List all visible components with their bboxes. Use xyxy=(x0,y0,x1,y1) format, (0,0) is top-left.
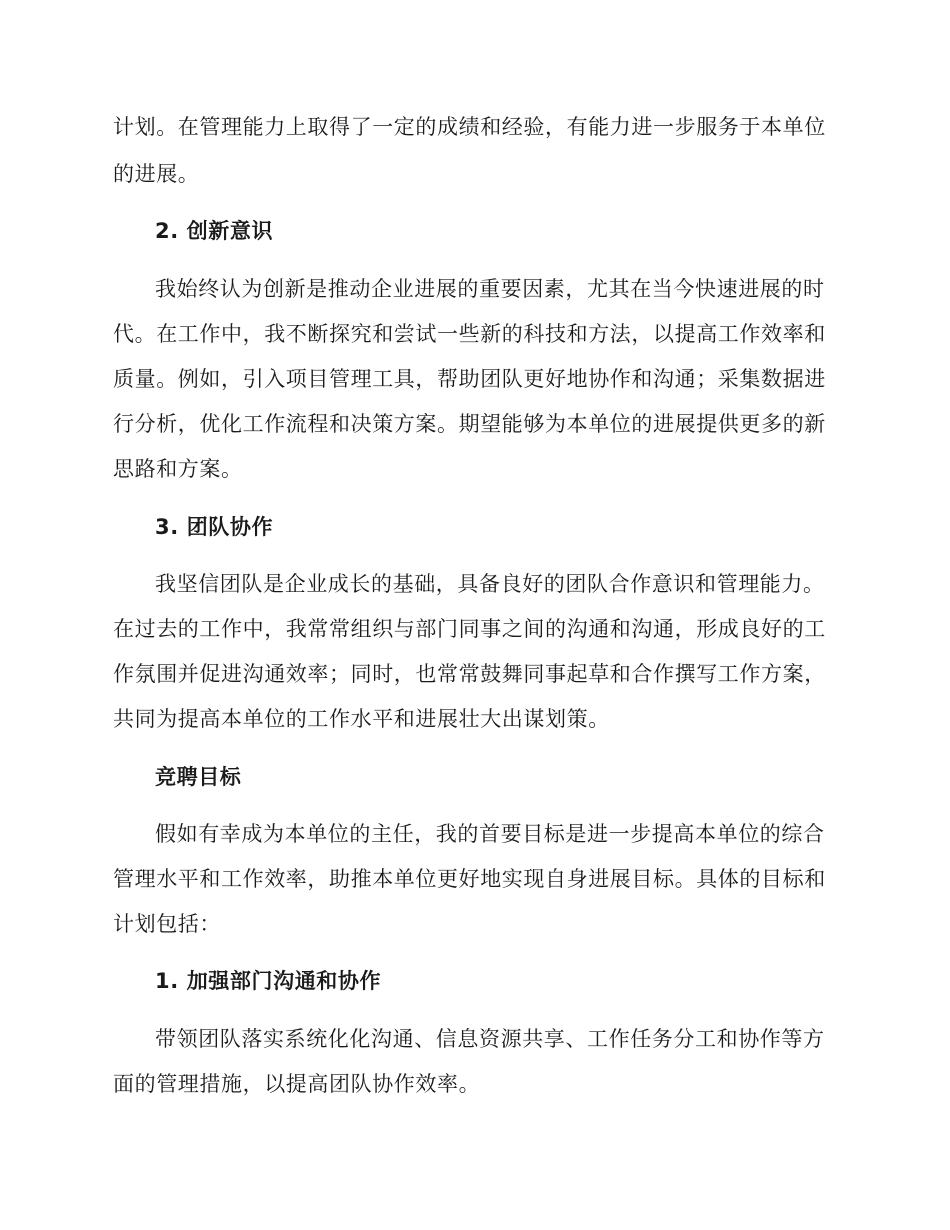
paragraph-line: 代。在工作中，我不断探究和尝试一些新的科技和方法，以提高工作效率和 xyxy=(113,322,826,346)
section-heading-goal: 竞聘目标 xyxy=(155,765,242,789)
section-heading-team: 3. 团队协作 xyxy=(155,515,274,539)
paragraph-line: 质量。例如，引入项目管理工具，帮助团队更好地协作和沟通；采集数据进 xyxy=(113,367,826,391)
paragraph-line: 计划。在管理能力上取得了一定的成绩和经验，有能力进一步服务于本单位 xyxy=(113,115,826,139)
paragraph-line: 管理水平和工作效率，助推本单位更好地实现自身进展目标。具体的目标和 xyxy=(113,867,826,891)
paragraph-line: 思路和方案。 xyxy=(113,457,243,481)
paragraph-line: 我坚信团队是企业成长的基础，具备良好的团队合作意识和管理能力。 xyxy=(155,572,825,596)
paragraph-line: 作氛围并促进沟通效率；同时，也常常鼓舞同事起草和合作撰写工作方案， xyxy=(113,662,826,686)
paragraph-line: 假如有幸成为本单位的主任，我的首要目标是进一步提高本单位的综合 xyxy=(155,822,825,846)
paragraph-line: 行分析，优化工作流程和决策方案。期望能够为本单位的进展提供更多的新 xyxy=(113,412,826,436)
section-heading-plan1: 1. 加强部门沟通和协作 xyxy=(155,969,382,993)
paragraph-line: 我始终认为创新是推动企业进展的重要因素，尤其在当今快速进展的时 xyxy=(155,277,825,301)
paragraph-line: 共同为提高本单位的工作水平和进展壮大出谋划策。 xyxy=(113,707,610,731)
paragraph-line: 的进展。 xyxy=(113,162,200,186)
paragraph-line: 面的管理措施，以提高团队协作效率。 xyxy=(113,1072,481,1096)
paragraph-line: 带领团队落实系统化化沟通、信息资源共享、工作任务分工和协作等方 xyxy=(155,1027,825,1051)
paragraph-line: 在过去的工作中，我常常组织与部门同事之间的沟通和沟通，形成良好的工 xyxy=(113,617,826,641)
paragraph-line: 计划包括： xyxy=(113,912,221,936)
section-heading-innovation: 2. 创新意识 xyxy=(155,219,274,243)
